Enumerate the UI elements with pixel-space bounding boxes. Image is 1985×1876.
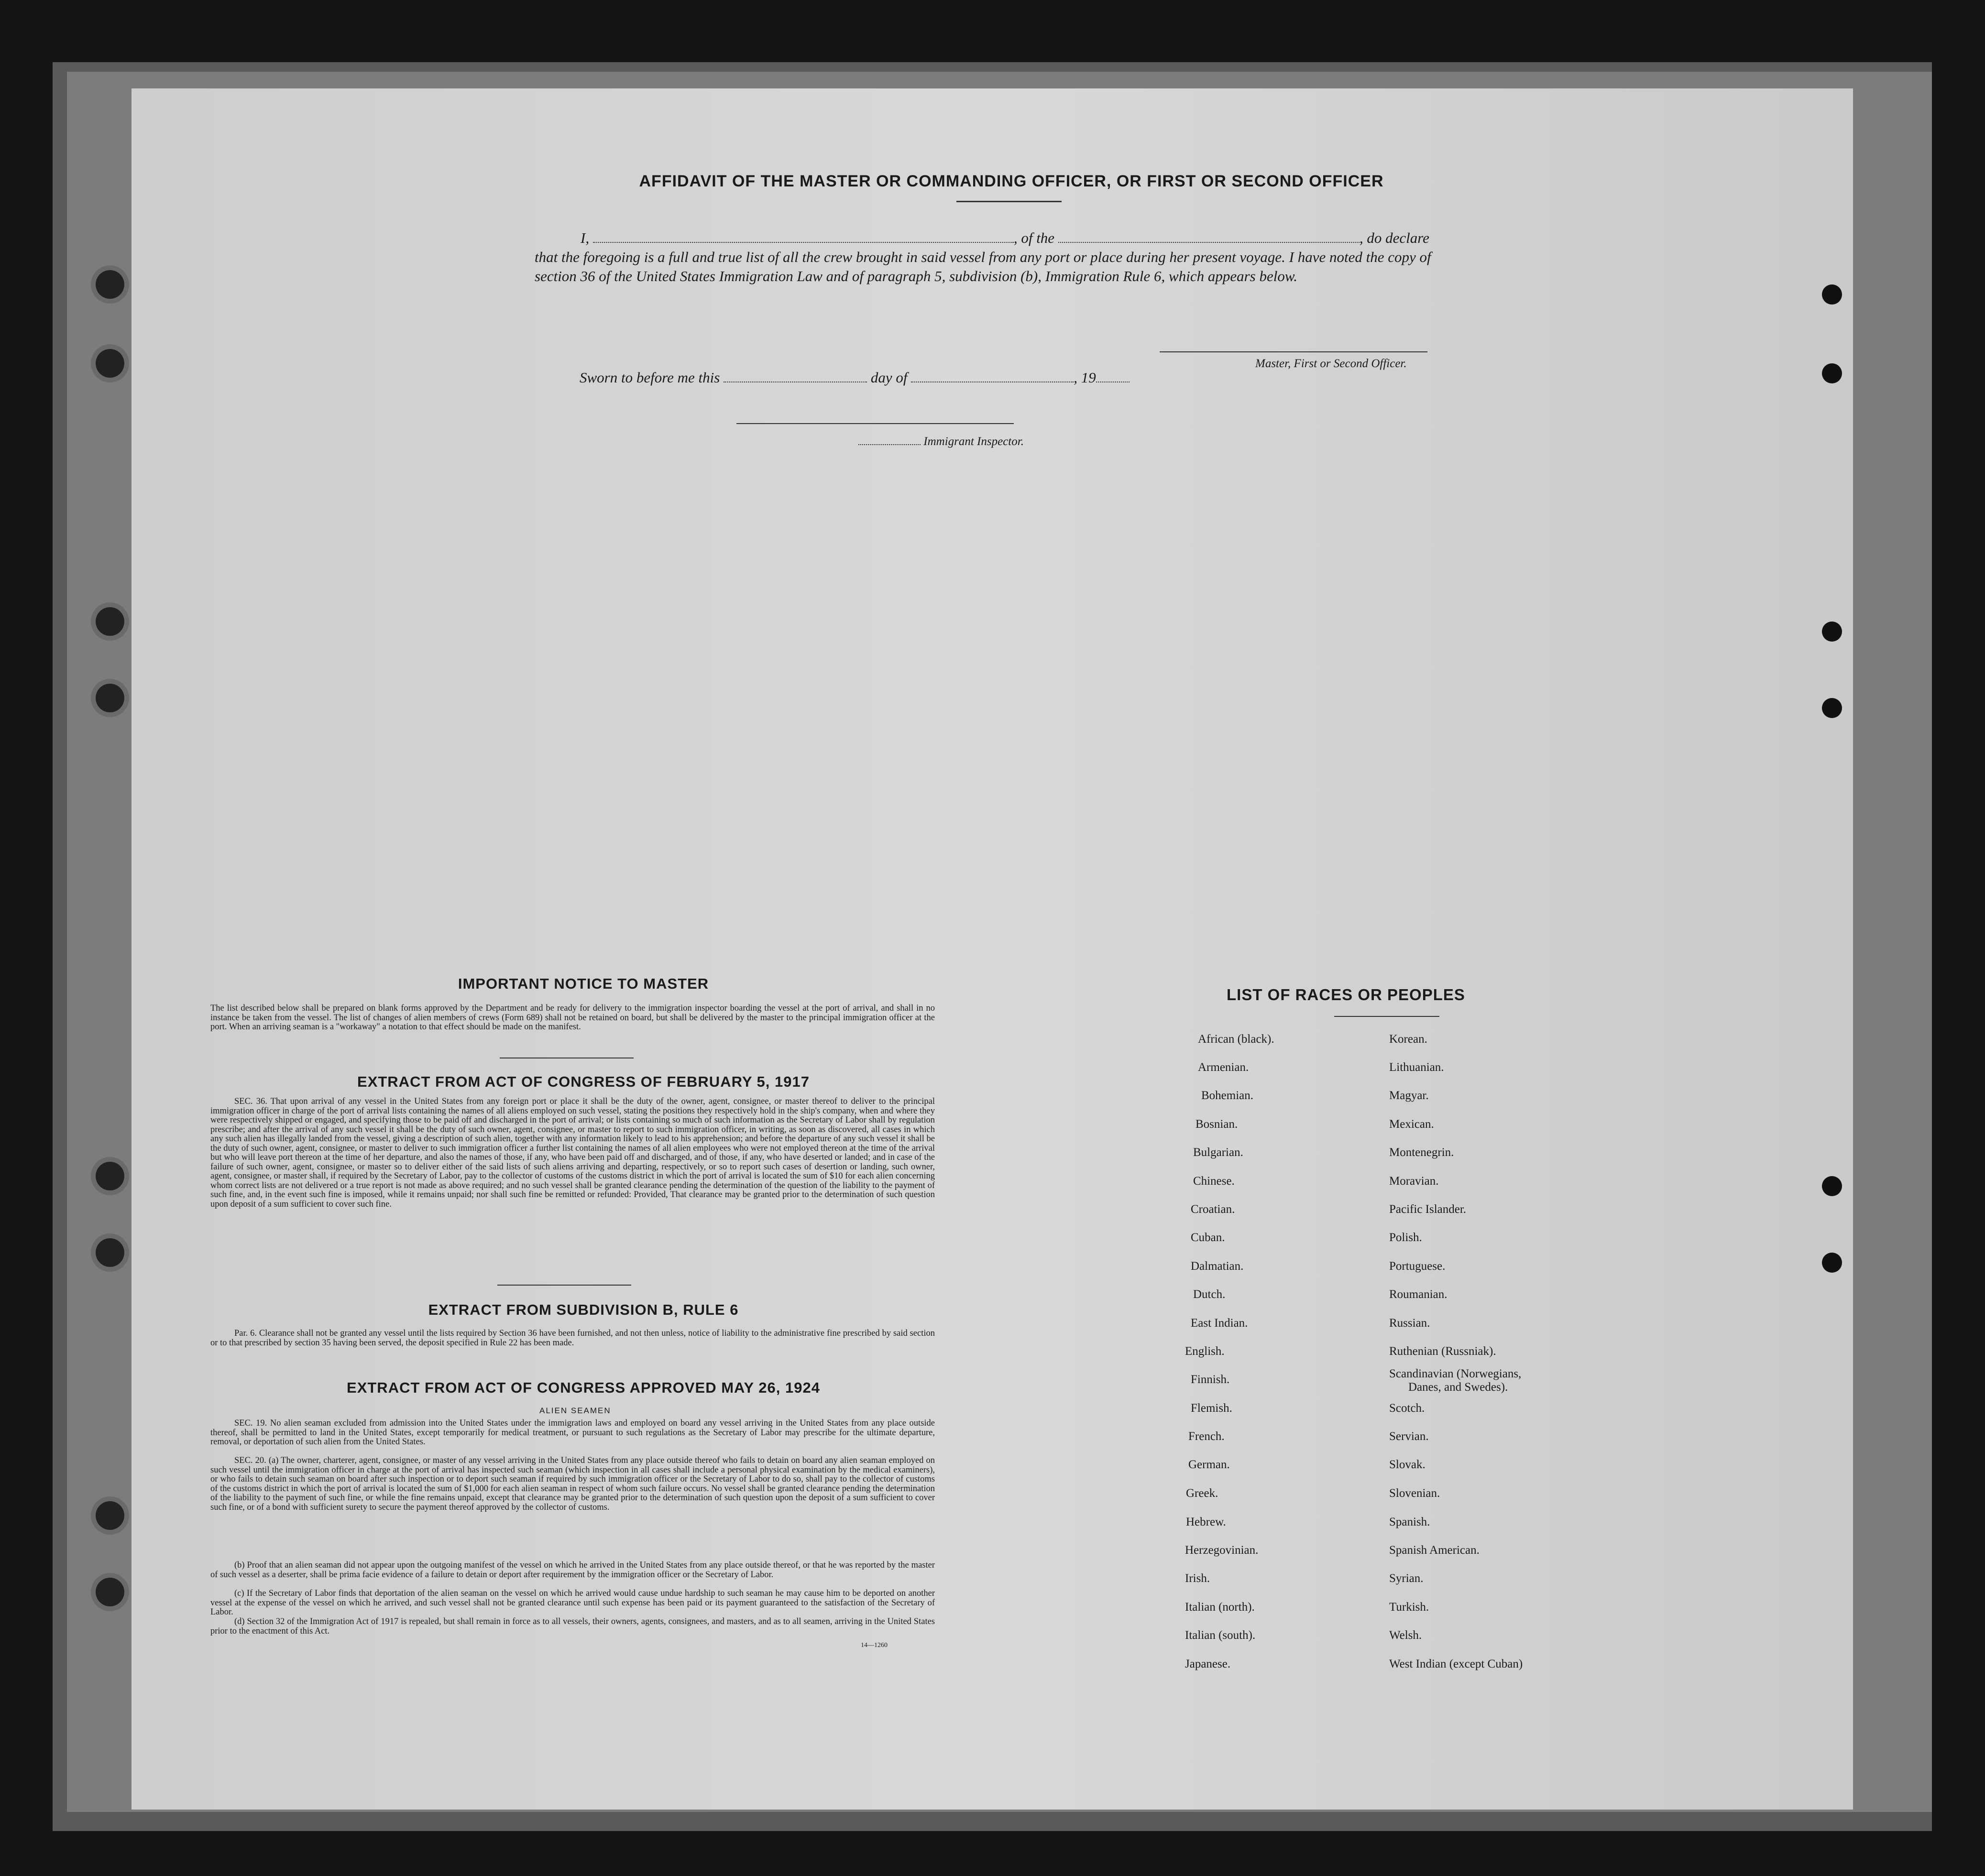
race-item: Slovak. [1389, 1458, 1426, 1471]
title-rule [956, 201, 1062, 202]
race-item: Pacific Islander. [1389, 1203, 1467, 1216]
race-item: French. [1188, 1430, 1225, 1443]
extract-rule6-text: Par. 6. Clearance shall not be granted any vessel until the lists required by Section 36 have been furnished, and not then unless, notice of liability to the administrative fine prescribed by said section or to that prescribed by section 35 having been served, the deposit specified in Rule 22 has been made. [210, 1329, 935, 1348]
vessel-blank[interactable] [1058, 230, 1360, 243]
race-item: Irish. [1185, 1572, 1210, 1585]
extract-1924-sec19: SEC. 19. No alien seaman excluded from admission into the United States under the immigration laws and employed on board any vessel arriving in the United States from any place outside thereof, shall be permitted to land in the United States, except temporarily for medical treatment, or pursuant to such regulations as the Secretary of Labor may prescribe for the ultimate departure, removal, or deportation of such alien from the United States. [210, 1418, 935, 1447]
race-item: West Indian (except Cuban) [1389, 1658, 1523, 1670]
race-item: Armenian. [1198, 1061, 1249, 1074]
extract-1917-text: SEC. 36. That upon arrival of any vessel in the United States from any foreign port or place it shall be the duty of the owner, agent, consignee, or master thereof to deliver to the principal immigration officer in charge of the port of arrival lists containing the names of all aliens employed on such vessel, stating the positions they respectively hold in the ship's company, when and where they were respectively shipped or engaged, and specifying those to be paid off and discharged in the port of arrival; or lists containing so much of such information as the Secretary of Labor shall by regulation prescribe; and after the arrival of any such vessel it shall be the duty of such owner, agent, consignee, or master to report to such immigration officer, in writing, as soon as discovered, all cases in which any such alien has illegally landed from the vessel, giving a description of such alien, together with any information likely to lead to his apprehension; and before the departure of any such vessel it shall be the duty of such owner, agent, consignee, or master to deliver to such immigration officer a further list containing the names of all alien employees who were not employed thereon at the time of the arrival but who will leave port thereon at the time of her departure, and also the names of those, if any, who have been paid off and discharged, and of those, if any, who have deserted or landed; and in case of the failure of such owner, agent, consignee, or master so to deliver either of the said lists of such aliens arriving and departing, respectively, or so to report such cases of desertion or landing, such owner, agent, consignee, or master shall, if required by the Secretary of Labor, pay to the collector of customs of the customs district in which the port of arrival is located the sum of $10 for each alien concerning whom correct lists are not delivered or a true report is not made as above required; and no such vessel shall be granted clearance pending the determination of the question of the liability to the payment of such fine, and, in the event such fine is imposed, while it remains unpaid; nor shall such fine be remitted or refunded: Provided, That clearance may be granted prior to the determination of such question upon deposit of a sum sufficient to cover such fine. [210, 1097, 935, 1209]
race-item: Spanish. [1389, 1516, 1430, 1528]
races-title: LIST OF RACES OR PEOPLES [1227, 986, 1465, 1003]
sworn-month-blank[interactable] [911, 370, 1074, 382]
punch-hole [1822, 363, 1842, 383]
races-rule [1334, 1016, 1439, 1017]
race-item: Chinese. [1193, 1175, 1235, 1188]
race-item: German. [1188, 1458, 1230, 1471]
race-item: Moravian. [1389, 1175, 1439, 1188]
race-item: Finnish. [1191, 1373, 1230, 1386]
inspector-caption: Immigrant Inspector. [858, 435, 1024, 448]
race-item: Welsh. [1389, 1629, 1422, 1642]
punch-hole [1822, 622, 1842, 642]
sworn-line: Sworn to before me this day of , 19 [580, 369, 1130, 386]
race-item: Bohemian. [1201, 1089, 1254, 1102]
race-item: Ruthenian (Russniak). [1389, 1345, 1496, 1358]
race-item: Bulgarian. [1193, 1146, 1243, 1159]
race-item: Lithuanian. [1389, 1061, 1444, 1074]
race-item: African (black). [1198, 1033, 1274, 1046]
race-item: Montenegrin. [1389, 1146, 1454, 1159]
race-item: Korean. [1389, 1033, 1427, 1046]
affidavit-text [535, 229, 1472, 286]
extract-1924-sec20b: (b) Proof that an alien seaman did not appear upon the outgoing manifest of the vessel on which he arrived in the United States from any place outside thereof, or that he was reported by the master of such vessel as a deserter, shall be prima facie evidence of a failure to detain or deport after requirement by the immigration officer or the Secretary of Labor. [210, 1560, 935, 1580]
punch-hole [96, 684, 124, 712]
race-item: Dutch. [1193, 1288, 1226, 1301]
race-item: English. [1185, 1345, 1225, 1358]
sworn-year-blank[interactable] [1096, 370, 1130, 382]
race-item: Italian (north). [1185, 1601, 1255, 1614]
race-item: Slovenian. [1389, 1487, 1440, 1500]
extract-1924-sec20c: (c) If the Secretary of Labor finds that deportation of the alien seaman on the vessel on which he arrived would cause undue hardship to such seaman he may cause him to be deported on another vessel at the expense of the vessel on which he arrived, and such vessel shall not be granted clearance until such expense has been paid or its payment guaranteed to the satisfaction of the Secretary of Labor. [210, 1589, 935, 1617]
affidavit-title: AFFIDAVIT OF THE MASTER OR COMMANDING OFFICER, OR FIRST OR SECOND OFFICER [639, 172, 1384, 190]
race-item: Mexican. [1389, 1118, 1434, 1131]
race-item: Scandinavian (Norwegians, [1389, 1367, 1522, 1380]
race-item: Herzegovinian. [1185, 1544, 1259, 1557]
form-number: 14—1260 [861, 1642, 888, 1649]
race-item: Roumanian. [1389, 1288, 1448, 1301]
punch-hole [96, 1162, 124, 1190]
divider-rule [497, 1285, 631, 1286]
extract-1917-title: EXTRACT FROM ACT OF CONGRESS OF FEBRUARY 5, 1917 [357, 1073, 810, 1090]
affidavit-body: that the foregoing is a full and true list of all the crew brought in said vessel from any port or place during her present voyage. I have noted the copy of section 36 of the United States Immigration Law and of paragraph 5, subdivision (b), Immigration Rule 6, which appears below. [535, 249, 1431, 284]
race-item: Polish. [1389, 1231, 1422, 1244]
inspector-signature-line [736, 423, 1014, 424]
race-item: Syrian. [1389, 1572, 1424, 1585]
race-item: Portuguese. [1389, 1260, 1446, 1273]
form-sheet [132, 88, 1853, 1810]
punch-hole [96, 1501, 124, 1530]
race-item: Magyar. [1389, 1089, 1429, 1102]
race-item: Turkish. [1389, 1601, 1429, 1614]
master-caption: Master, First or Second Officer. [1255, 357, 1407, 370]
punch-hole [1822, 1253, 1842, 1273]
race-item: Flemish. [1191, 1402, 1232, 1415]
race-item: Danes, and Swedes). [1408, 1381, 1508, 1394]
race-item: Hebrew. [1186, 1516, 1226, 1528]
punch-hole [1822, 1176, 1842, 1196]
race-item: Japanese. [1185, 1658, 1231, 1670]
notice-text: The list described below shall be prepared on blank forms approved by the Department and be ready for delivery to the immigration inspector boarding the vessel at the port of arrival, and shall in no instance be taken from the vessel. The list of changes of alien members of crews (Form 689) shall not be retained on board, but shall be delivered by the master to the principal immigration officer at the port. When an arriving seaman is a "workaway" a notation to that effect should be made on the manifest. [210, 1003, 935, 1032]
race-item: Cuban. [1191, 1231, 1225, 1244]
punch-hole [1822, 698, 1842, 718]
name-blank[interactable] [593, 230, 1014, 243]
extract-1924-sec20d: (d) Section 32 of the Immigration Act of 1917 is repealed, but shall remain in force as to all vessels, their owners, agents, consignees, and masters, and as to all seamen, arriving in the United States prior to the enactment of this Act. [210, 1617, 935, 1636]
race-item: Croatian. [1191, 1203, 1235, 1216]
race-item: East Indian. [1191, 1317, 1248, 1330]
extract-rule6-title: EXTRACT FROM SUBDIVISION B, RULE 6 [428, 1301, 739, 1318]
race-item: Servian. [1389, 1430, 1429, 1443]
punch-hole [96, 270, 124, 299]
punch-hole [1822, 284, 1842, 305]
alien-seamen-subtitle: ALIEN SEAMEN [539, 1406, 611, 1415]
punch-hole [96, 349, 124, 378]
affidavit-line-1: I, , of the , do declare [581, 229, 1429, 246]
race-item: Spanish American. [1389, 1544, 1480, 1557]
race-item: Bosnian. [1195, 1118, 1238, 1131]
race-item: Scotch. [1389, 1402, 1425, 1415]
punch-hole [96, 1238, 124, 1267]
extract-1924-sec20a: SEC. 20. (a) The owner, charterer, agent, consignee, or master of any vessel arriving in the United States from any place outside thereof who fails to detain on board any alien seaman employed on such vessel until the immigration officer in charge at the port of arrival has inspected such seaman (which inspection in all cases shall include a personal physical examination by the medical examiners), or who fails to detain such seaman on board after such inspection or to deport such seaman if required by such immigration officer or the Secretary of Labor to do so, shall pay to the collector of customs of the customs district in which the port of arrival is located the sum of $1,000 for each alien seaman in respect of whom such failure occurs. No vessel shall be granted clearance pending the determination of the liability to the payment of such fine, or while the fine remains unpaid, except that clearance may be granted prior to the determination of such question upon the deposit of a sum sufficient to cover such fine, or of a bond with sufficient surety to secure the payment thereof approved by the collector of customs. [210, 1456, 935, 1512]
master-signature-line [1160, 351, 1427, 352]
sworn-day-blank[interactable] [724, 370, 867, 382]
punch-hole [96, 1578, 124, 1606]
race-item: Greek. [1186, 1487, 1218, 1500]
extract-1924-title: EXTRACT FROM ACT OF CONGRESS APPROVED MAY 26, 1924 [347, 1379, 820, 1396]
race-item: Russian. [1389, 1317, 1430, 1330]
punch-hole [96, 607, 124, 636]
race-item: Dalmatian. [1191, 1260, 1244, 1273]
notice-title: IMPORTANT NOTICE TO MASTER [458, 975, 709, 992]
race-item: Italian (south). [1185, 1629, 1256, 1642]
